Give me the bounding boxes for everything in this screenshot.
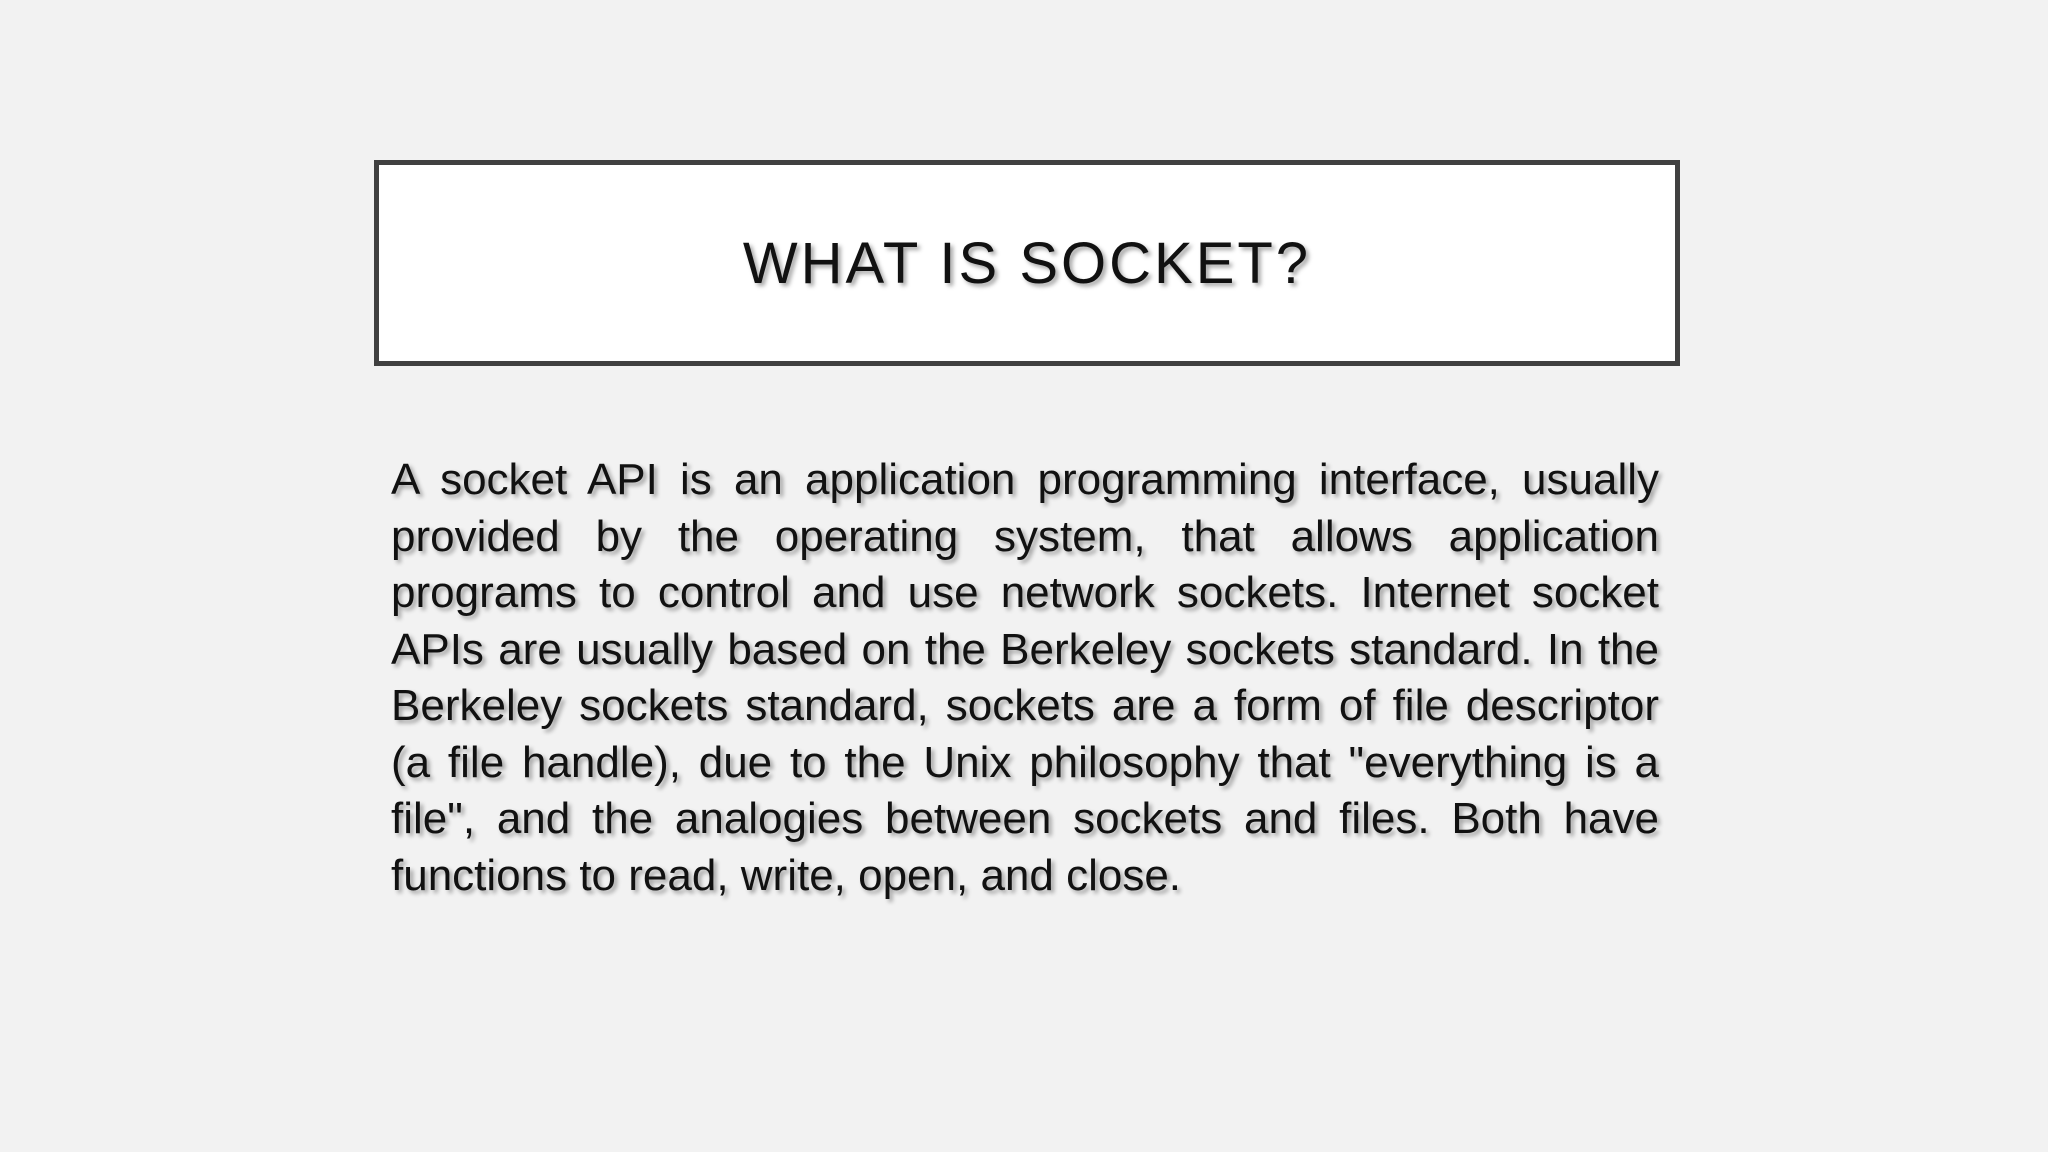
title-box <box>374 160 1680 366</box>
slide-body-text: A socket API is an application programming interface, usually provided by the operating system, that allows application programs to control and use network sockets. Internet socket APIs are usually based on the Berkeley sockets standard. In the Berkeley sockets standard, sockets are a form of file descriptor (a file handle), due to the Unix philosophy that "everything is a file", and the analogies between sockets and files. Both have functions to read, write, open, and close. <box>391 455 1659 900</box>
slide-title: WHAT IS SOCKET? <box>742 230 1312 296</box>
